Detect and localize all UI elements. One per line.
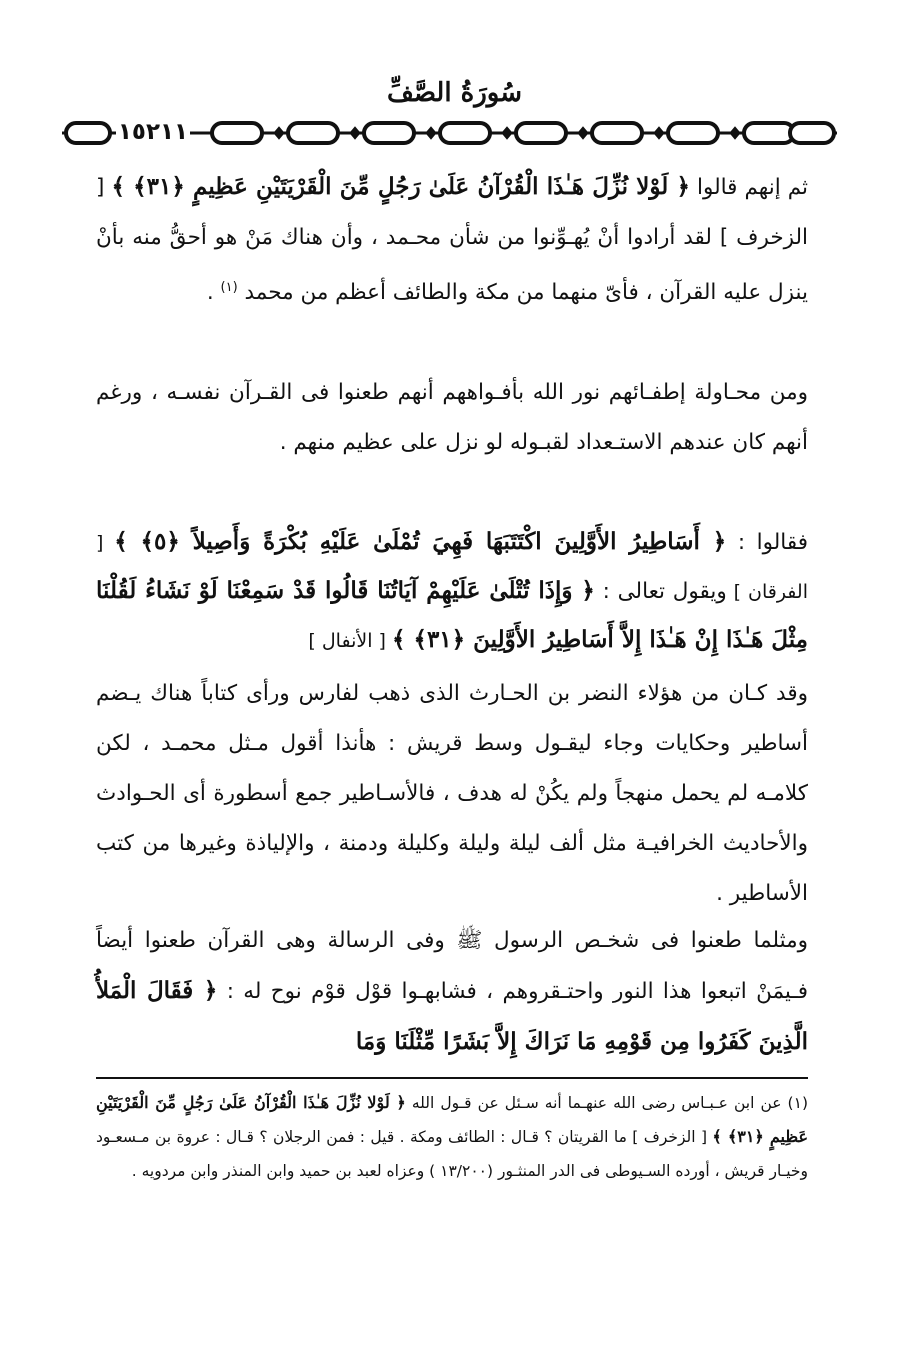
footnote-text-2: [ الزخرف ] ما القريتان ؟ قـال : الطائف ومكة . قيل : فمن الرجلان ؟ قـال : عروة بن مـسعـود وخيـار قريش ، أورده السـيوطى فى الدر المنثـور (١٣/٢٠٠ ) وعزاه لعبد بن حميد وابن المنذر وابن مردويه . <box>96 1128 808 1180</box>
paragraph-4: وقد كـان من هؤلاء النضر بن الحـارث الذى ذهب لفارس ورأى كتاباً هناك يـضم أساطير وحكايات وجاء ليقـول وسط قريش : هأنذا أقول مـثل محمـد ، لكن كلامـه لم يحمل منهجاً ولم يكُنْ له هدف ، فالأسـاطير جمع أسطورة أى الحـوادث والأحاديث الخرافيـة مثل ألف ليلة وليلة وكليلة ودمنة ، والإلياذة وغيرها من كتب الأساطير . <box>96 681 808 906</box>
paragraph-2: ومن محـاولة إطفـائهم نور الله بأفـواههم أنهم طعنوا فى القـرآن نفسـه ، ورغم أنهم كان عندهم الاستـعداد لقبـوله لو نزل على عظيم منهم . <box>96 380 808 455</box>
p1-text: [ الزخرف ] لقد أرادوا أنْ يُهـوِّنوا من شأن محـمد ، وأن هناك مَنْ هو أحقُّ منه بأنْ ينزل عليه القرآن ، فأىّ منهما من مكة والطائف أعظم من محمد <box>96 175 808 306</box>
p3-lead: فقالوا : <box>726 530 809 555</box>
p3-quran-verse-2: ﴿ وَإِذَا تُتْلَىٰ عَلَيْهِمْ آيَاتُنَا قَالُوا قَدْ سَمِعْنَا لَوْ نَشَاءُ لَقُلْنَا مِثْلَ هَـٰذَا إِنْ هَـٰذَا إِلاَّ أَسَاطِيرُ الأَوَّلِينَ ﴿٣١﴾ ﴾ <box>96 577 808 653</box>
p3-mid: ويقول تعالى : <box>594 579 727 604</box>
paragraph-1 <box>96 162 808 318</box>
footnote-divider <box>96 1077 808 1079</box>
p1-lead: ثم إنهم قالوا <box>689 175 808 200</box>
page-number: ١٥٢١١ <box>116 114 190 150</box>
p1-end: . <box>206 280 221 306</box>
surah-title: سُورَةُ الصَّفِّ <box>386 78 523 108</box>
p5-quran-verse: ﴿ فَقَالَ الْمَلأُ الَّذِينَ كَفَرُوا مِن قَوْمِهِ مَا نَرَاكَ إِلاَّ بَشَرًا مِّثْلَنَا وَمَا <box>96 977 808 1055</box>
footnote-mark[interactable]: (١) <box>220 280 238 295</box>
p1-quran-verse: ﴿ لَوْلا نُزِّلَ هَـٰذَا الْقُرْآنُ عَلَىٰ رَجُلٍ مِّنَ الْقَرْيَتَيْنِ عَظِيمٍ ﴿٣١﴾ ﴾ <box>111 173 690 200</box>
paragraph-3 <box>96 518 808 665</box>
paragraph-5 <box>96 916 808 1068</box>
p3-surah-ref-2: [ الأنفال ] <box>308 630 392 652</box>
p5-text: ومثلما طعنوا فى شخـص الرسول ﷺ وفى الرسالة وهى القرآن طعنوا أيضاً فـيمَنْ اتبعوا هذا النور واحتـقروهم ، فشابهـوا قوْل قوْم نوح له : <box>96 928 808 1004</box>
footnote-quran-verse: ﴿ لَوْلا نُزِّلَ هَـٰذَا الْقُرْآنُ عَلَىٰ رَجُلٍ مِّنَ الْقَرْيَتَيْنِ عَظِيمٍ ﴿٣١﴾ ﴾ <box>96 1093 809 1146</box>
p3-surah-ref-1: [ الفرقان ] <box>96 532 808 603</box>
footnote <box>96 1086 808 1188</box>
footnote-text-1: (١) عن ابن عـبـاس رضى الله عنهـما أنه سـئل عن قـول الله <box>405 1094 808 1112</box>
p3-quran-verse-1: ﴿ أَسَاطِيرُ الأَوَّلِينَ اكْتَتَبَهَا فَهِيَ تُمْلَىٰ عَلَيْهِ بُكْرَةً وَأَصِيلاً ﴿٥﴾ ﴾ <box>114 528 727 555</box>
